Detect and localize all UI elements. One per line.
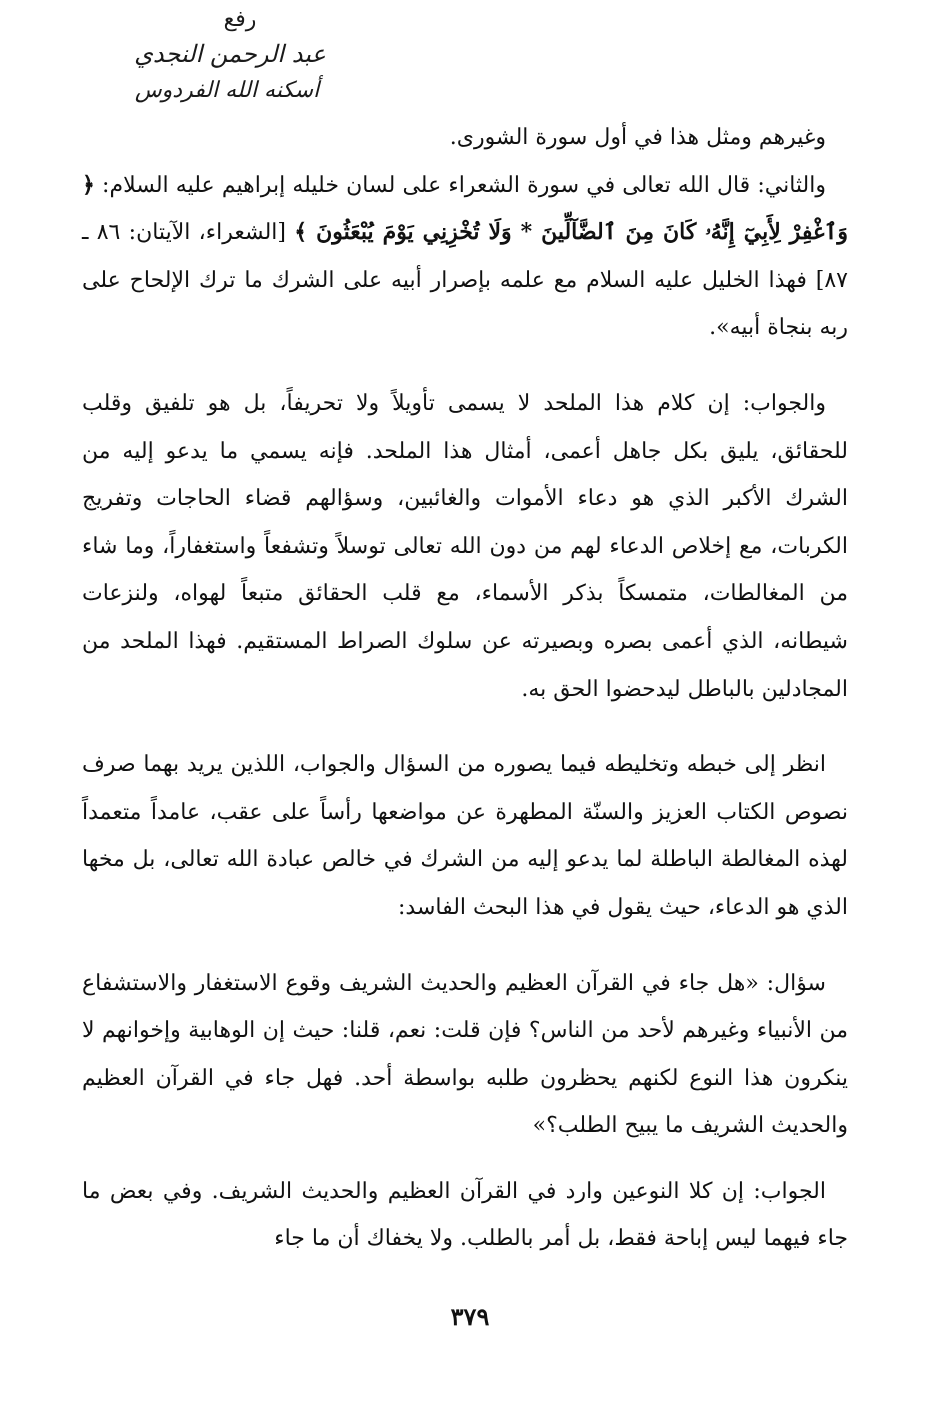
paragraph-1: وغيرهم ومثل هذا في أول سورة الشورى. — [449, 125, 826, 150]
page-body — [82, 114, 848, 1263]
page-number: ٣٧٩ — [450, 1302, 490, 1331]
paragraph-2 — [82, 162, 848, 352]
paragraph-5: سؤال: «هل جاء في القرآن العظيم والحديث الشريف وقوع الاستغفار والاستشفاع من الأنبياء وغيرهم لأحد من الناس؟ فإن قلت: نعم، قلنا: حيث إن الوهابية وإخوانهم لا ينكرون هذا النوع لكنهم يحظرون طلبه بواسطة أحد. فهل جاء في القرآن العظيم والحديث الشريف ما يبيح الطلب؟» — [82, 970, 848, 1139]
paragraph-3: والجواب: إن كلام هذا الملحد لا يسمى تأويلاً ولا تحريفاً، بل هو تلفيق وقلب للحقائق، يليق بكل جاهل أعمى، أمثال هذا الملحد. فإنه يسمي ما يدعو إليه من الشرك الأكبر الذي هو دعاء الأموات والغائبين، وسؤالهم قضاء الحاجات وتفريج الكربات، مع إخلاص الدعاء لهم من دون الله تعالى توسلاً وتشفعاً واستغفاراً، وما شاء من المغالطات، متمسكاً بذكر الأسماء، مع قلب الحقائق متبعاً لهواه، ولنزعات شيطانه، الذي أعمى بصره وبصيرته عن سلوك الصراط المستقيم. فهذا الملحد من المجادلين بالباطل ليدحضوا الحق به. — [82, 390, 848, 702]
stamp-line-2: عبد الرحمن النجدي — [134, 40, 326, 68]
paragraph-2-start: والثاني: قال الله تعالى في سورة الشعراء على لسان خليله إبراهيم عليه السلام: — [94, 172, 826, 198]
quran-verse: ﴿ وَٱغْفِرْ لِأَبِيٓ إِنَّهُۥ كَانَ مِنَ ٱلضَّآلِّينَ * وَلَا تُخْزِنِي يَوْمَ يُبْعَثُونَ ﴾ — [82, 171, 848, 246]
paragraph-4: انظر إلى خبطه وتخليطه فيما يصوره من السؤال والجواب، اللذين يريد بهما صرف نصوص الكتاب العزيز والسنّة المطهرة عن مواضعها رأساً على عقب، عامداً متعمداً لهذه المغالطة الباطلة لما يدعو إليه من الشرك في خالص عبادة الله تعالى، بل مخها الذي هو الدعاء، حيث يقول في هذا البحث الفاسد: — [82, 752, 848, 920]
stamp-line-3: أسكنه الله الفردوس — [134, 78, 320, 103]
paragraph-6: الجواب: إن كلا النوعين وارد في القرآن العظيم والحديث الشريف. وفي بعض ما جاء فيهما ليس إباحة فقط، بل أمر بالطلب. ولا يخفاك أن ما جاء — [82, 1178, 848, 1252]
stamp-line-1: رفع — [223, 7, 257, 32]
paragraph-2-end: [الشعراء، الآيتان: ٨٦ ـ ٨٧] فهذا الخليل عليه السلام مع علمه بإصرار أبيه على الشرك ما ترك الإلحاح على ربه بنجاة أبيه». — [82, 220, 848, 341]
